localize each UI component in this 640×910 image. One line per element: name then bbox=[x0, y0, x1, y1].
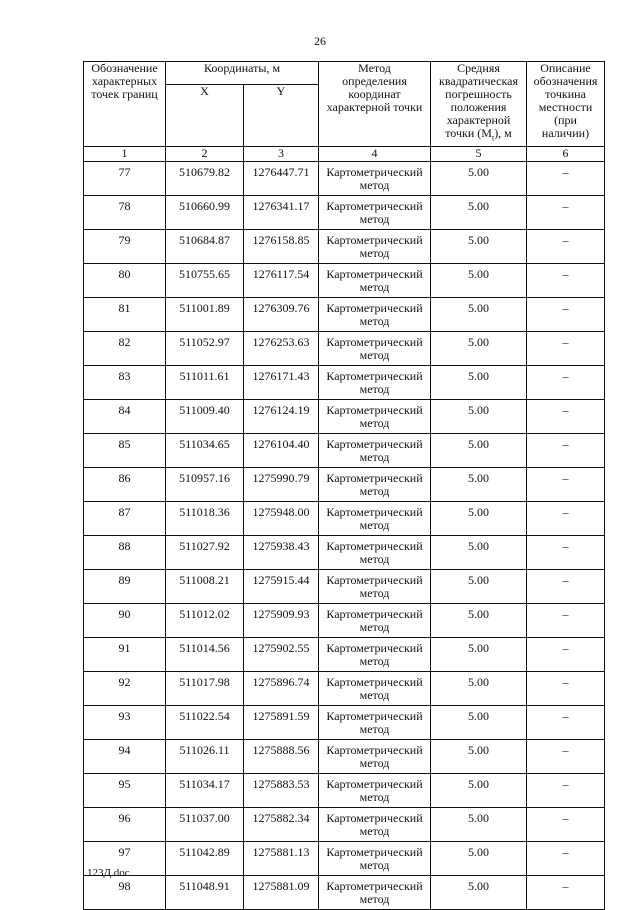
table-row bbox=[84, 842, 605, 876]
point-id-cell: 85 bbox=[84, 434, 166, 468]
point-id-cell: 80 bbox=[84, 264, 166, 298]
header-text-line: (при bbox=[554, 113, 577, 127]
table-row bbox=[84, 876, 605, 910]
x-coordinate-cell: 511034.17 bbox=[166, 774, 244, 808]
error-cell: 5.00 bbox=[431, 400, 527, 434]
error-cell: 5.00 bbox=[431, 808, 527, 842]
method-line: Картометрический bbox=[326, 675, 423, 689]
error-cell: 5.00 bbox=[431, 536, 527, 570]
table-row bbox=[84, 230, 605, 264]
method-line: Картометрический bbox=[326, 845, 423, 859]
error-cell: 5.00 bbox=[431, 264, 527, 298]
method-line: метод bbox=[359, 484, 390, 498]
table-row bbox=[84, 570, 605, 604]
method-line: метод bbox=[359, 824, 390, 838]
method-line: метод bbox=[359, 212, 390, 226]
error-cell: 5.00 bbox=[431, 298, 527, 332]
header-text-line: погрешность bbox=[445, 87, 512, 101]
header-x: X bbox=[166, 85, 244, 147]
x-coordinate-cell: 511018.36 bbox=[166, 502, 244, 536]
table-row bbox=[84, 366, 605, 400]
error-cell: 5.00 bbox=[431, 162, 527, 196]
method-line: Картометрический bbox=[326, 233, 423, 247]
table-row bbox=[84, 162, 605, 196]
x-coordinate-cell: 510679.82 bbox=[166, 162, 244, 196]
description-cell: – bbox=[527, 468, 605, 502]
method-line: метод bbox=[359, 450, 390, 464]
coordinates-table bbox=[83, 61, 605, 910]
y-coordinate-cell: 1275909.93 bbox=[244, 604, 319, 638]
y-coordinate-cell: 1276309.76 bbox=[244, 298, 319, 332]
method-cell bbox=[319, 230, 431, 264]
header-subscript: t bbox=[491, 133, 495, 143]
header-point-designation bbox=[84, 62, 166, 147]
header-text-line: координат bbox=[348, 87, 401, 101]
table-row bbox=[84, 502, 605, 536]
description-cell: – bbox=[527, 570, 605, 604]
method-line: Картометрический bbox=[326, 267, 423, 281]
point-id-cell: 82 bbox=[84, 332, 166, 366]
description-cell: – bbox=[527, 196, 605, 230]
x-coordinate-cell: 510660.99 bbox=[166, 196, 244, 230]
method-line: метод bbox=[359, 518, 390, 532]
table-row bbox=[84, 298, 605, 332]
y-coordinate-cell: 1275881.13 bbox=[244, 842, 319, 876]
error-cell: 5.00 bbox=[431, 468, 527, 502]
x-coordinate-cell: 511011.61 bbox=[166, 366, 244, 400]
point-id-cell: 87 bbox=[84, 502, 166, 536]
x-coordinate-cell: 511034.65 bbox=[166, 434, 244, 468]
point-id-cell: 89 bbox=[84, 570, 166, 604]
method-line: метод bbox=[359, 552, 390, 566]
method-cell bbox=[319, 468, 431, 502]
column-number: 6 bbox=[527, 147, 605, 162]
error-cell: 5.00 bbox=[431, 706, 527, 740]
x-coordinate-cell: 511052.97 bbox=[166, 332, 244, 366]
method-cell bbox=[319, 604, 431, 638]
error-cell: 5.00 bbox=[431, 672, 527, 706]
method-cell bbox=[319, 332, 431, 366]
method-line: Картометрический bbox=[326, 437, 423, 451]
header-method bbox=[319, 62, 431, 147]
y-coordinate-cell: 1275990.79 bbox=[244, 468, 319, 502]
header-coordinates: Координаты, м bbox=[166, 62, 319, 85]
y-coordinate-cell: 1276158.85 bbox=[244, 230, 319, 264]
header-text-line: характерной точки bbox=[326, 100, 423, 114]
method-line: метод bbox=[359, 756, 390, 770]
method-cell bbox=[319, 876, 431, 910]
method-cell bbox=[319, 264, 431, 298]
method-line: метод bbox=[359, 178, 390, 192]
x-coordinate-cell: 511027.92 bbox=[166, 536, 244, 570]
point-id-cell: 77 bbox=[84, 162, 166, 196]
header-text-line: точкина bbox=[545, 87, 586, 101]
method-line: метод bbox=[359, 722, 390, 736]
method-line: метод bbox=[359, 416, 390, 430]
method-line: Картометрический bbox=[326, 369, 423, 383]
method-line: Картометрический bbox=[326, 335, 423, 349]
column-number-row bbox=[84, 147, 605, 162]
point-id-cell: 86 bbox=[84, 468, 166, 502]
y-coordinate-cell: 1275888.56 bbox=[244, 740, 319, 774]
method-line: метод bbox=[359, 280, 390, 294]
method-line: Картометрический bbox=[326, 709, 423, 723]
description-cell: – bbox=[527, 230, 605, 264]
method-line: метод bbox=[359, 654, 390, 668]
table-body bbox=[84, 162, 605, 910]
y-coordinate-cell: 1276124.19 bbox=[244, 400, 319, 434]
method-line: Картометрический bbox=[326, 607, 423, 621]
x-coordinate-cell: 511017.98 bbox=[166, 672, 244, 706]
column-number: 3 bbox=[244, 147, 319, 162]
x-coordinate-cell: 511037.00 bbox=[166, 808, 244, 842]
method-cell bbox=[319, 502, 431, 536]
description-cell: – bbox=[527, 774, 605, 808]
description-cell: – bbox=[527, 672, 605, 706]
method-line: Картометрический bbox=[326, 743, 423, 757]
x-coordinate-cell: 511009.40 bbox=[166, 400, 244, 434]
error-cell: 5.00 bbox=[431, 842, 527, 876]
method-cell bbox=[319, 434, 431, 468]
method-line: метод bbox=[359, 858, 390, 872]
header-text-line: определения bbox=[342, 74, 407, 88]
method-line: метод bbox=[359, 246, 390, 260]
method-line: Картометрический bbox=[326, 165, 423, 179]
description-cell: – bbox=[527, 604, 605, 638]
y-coordinate-cell: 1275948.00 bbox=[244, 502, 319, 536]
point-id-cell: 78 bbox=[84, 196, 166, 230]
method-cell bbox=[319, 774, 431, 808]
error-cell: 5.00 bbox=[431, 502, 527, 536]
point-id-cell: 97 bbox=[84, 842, 166, 876]
y-coordinate-cell: 1276253.63 bbox=[244, 332, 319, 366]
header-text-part: ), м bbox=[494, 126, 512, 140]
header-text-part: точки (M bbox=[445, 126, 492, 140]
method-cell bbox=[319, 638, 431, 672]
x-coordinate-cell: 511008.21 bbox=[166, 570, 244, 604]
table-row bbox=[84, 434, 605, 468]
y-coordinate-cell: 1276104.40 bbox=[244, 434, 319, 468]
method-line: Картометрический bbox=[326, 539, 423, 553]
header-text-line: Средняя bbox=[457, 61, 500, 75]
table-row bbox=[84, 774, 605, 808]
header-text-line: квадратическая bbox=[439, 74, 518, 88]
table-row bbox=[84, 706, 605, 740]
error-cell: 5.00 bbox=[431, 876, 527, 910]
method-line: метод bbox=[359, 790, 390, 804]
x-coordinate-cell: 510755.65 bbox=[166, 264, 244, 298]
error-cell: 5.00 bbox=[431, 196, 527, 230]
table-row bbox=[84, 536, 605, 570]
method-line: метод bbox=[359, 314, 390, 328]
table-row bbox=[84, 672, 605, 706]
x-coordinate-cell: 511012.02 bbox=[166, 604, 244, 638]
header-description bbox=[527, 62, 605, 147]
description-cell: – bbox=[527, 400, 605, 434]
description-cell: – bbox=[527, 876, 605, 910]
method-line: метод bbox=[359, 586, 390, 600]
method-line: метод bbox=[359, 892, 390, 906]
footer-filename: 123Д.doc bbox=[87, 867, 130, 879]
method-line: метод bbox=[359, 382, 390, 396]
table-row bbox=[84, 332, 605, 366]
y-coordinate-cell: 1275882.34 bbox=[244, 808, 319, 842]
table-row bbox=[84, 264, 605, 298]
table-row bbox=[84, 468, 605, 502]
method-cell bbox=[319, 842, 431, 876]
y-coordinate-cell: 1275915.44 bbox=[244, 570, 319, 604]
table-row bbox=[84, 604, 605, 638]
error-cell: 5.00 bbox=[431, 740, 527, 774]
method-cell bbox=[319, 162, 431, 196]
method-cell bbox=[319, 400, 431, 434]
x-coordinate-cell: 511014.56 bbox=[166, 638, 244, 672]
method-cell bbox=[319, 536, 431, 570]
error-cell: 5.00 bbox=[431, 434, 527, 468]
description-cell: – bbox=[527, 298, 605, 332]
method-line: метод bbox=[359, 688, 390, 702]
table-row bbox=[84, 740, 605, 774]
method-cell bbox=[319, 196, 431, 230]
x-coordinate-cell: 510957.16 bbox=[166, 468, 244, 502]
error-cell: 5.00 bbox=[431, 604, 527, 638]
method-line: метод bbox=[359, 620, 390, 634]
error-cell: 5.00 bbox=[431, 638, 527, 672]
description-cell: – bbox=[527, 842, 605, 876]
header-mean-square-error bbox=[431, 62, 527, 147]
point-id-cell: 98 bbox=[84, 876, 166, 910]
method-cell bbox=[319, 706, 431, 740]
column-number: 2 bbox=[166, 147, 244, 162]
method-line: Картометрический bbox=[326, 777, 423, 791]
header-text-line bbox=[431, 127, 526, 144]
y-coordinate-cell: 1275883.53 bbox=[244, 774, 319, 808]
header-text-line: положения bbox=[450, 100, 507, 114]
method-cell bbox=[319, 298, 431, 332]
point-id-cell: 84 bbox=[84, 400, 166, 434]
method-cell bbox=[319, 808, 431, 842]
x-coordinate-cell: 510684.87 bbox=[166, 230, 244, 264]
y-coordinate-cell: 1276171.43 bbox=[244, 366, 319, 400]
method-line: Картометрический bbox=[326, 301, 423, 315]
y-coordinate-cell: 1275891.59 bbox=[244, 706, 319, 740]
y-coordinate-cell: 1276341.17 bbox=[244, 196, 319, 230]
point-id-cell: 94 bbox=[84, 740, 166, 774]
description-cell: – bbox=[527, 502, 605, 536]
table-row bbox=[84, 638, 605, 672]
column-number: 4 bbox=[319, 147, 431, 162]
description-cell: – bbox=[527, 434, 605, 468]
point-id-cell: 95 bbox=[84, 774, 166, 808]
y-coordinate-cell: 1276447.71 bbox=[244, 162, 319, 196]
method-line: Картометрический bbox=[326, 471, 423, 485]
point-id-cell: 92 bbox=[84, 672, 166, 706]
description-cell: – bbox=[527, 740, 605, 774]
description-cell: – bbox=[527, 706, 605, 740]
error-cell: 5.00 bbox=[431, 230, 527, 264]
method-cell bbox=[319, 570, 431, 604]
y-coordinate-cell: 1275881.09 bbox=[244, 876, 319, 910]
point-id-cell: 81 bbox=[84, 298, 166, 332]
description-cell: – bbox=[527, 638, 605, 672]
method-line: Картометрический bbox=[326, 403, 423, 417]
description-cell: – bbox=[527, 536, 605, 570]
page-number: 26 bbox=[314, 34, 326, 48]
method-line: Картометрический bbox=[326, 811, 423, 825]
header-text-line: Описание bbox=[540, 61, 591, 75]
header-y: Y bbox=[244, 85, 319, 147]
point-id-cell: 88 bbox=[84, 536, 166, 570]
error-cell: 5.00 bbox=[431, 366, 527, 400]
x-coordinate-cell: 511022.54 bbox=[166, 706, 244, 740]
y-coordinate-cell: 1275938.43 bbox=[244, 536, 319, 570]
column-number: 5 bbox=[431, 147, 527, 162]
error-cell: 5.00 bbox=[431, 774, 527, 808]
method-line: метод bbox=[359, 348, 390, 362]
x-coordinate-cell: 511048.91 bbox=[166, 876, 244, 910]
x-coordinate-cell: 511026.11 bbox=[166, 740, 244, 774]
table-row bbox=[84, 400, 605, 434]
method-line: Картометрический bbox=[326, 573, 423, 587]
header-text-line: характерных bbox=[91, 74, 158, 88]
header-text-line: наличии) bbox=[541, 126, 590, 140]
x-coordinate-cell: 511042.89 bbox=[166, 842, 244, 876]
method-cell bbox=[319, 740, 431, 774]
description-cell: – bbox=[527, 808, 605, 842]
column-number: 1 bbox=[84, 147, 166, 162]
point-id-cell: 96 bbox=[84, 808, 166, 842]
y-coordinate-cell: 1276117.54 bbox=[244, 264, 319, 298]
error-cell: 5.00 bbox=[431, 332, 527, 366]
description-cell: – bbox=[527, 366, 605, 400]
header-text-line: характерной bbox=[446, 113, 511, 127]
y-coordinate-cell: 1275902.55 bbox=[244, 638, 319, 672]
method-cell bbox=[319, 366, 431, 400]
header-text-line: Обозначение bbox=[91, 61, 158, 75]
point-id-cell: 91 bbox=[84, 638, 166, 672]
point-id-cell: 90 bbox=[84, 604, 166, 638]
method-line: Картометрический bbox=[326, 505, 423, 519]
x-coordinate-cell: 511001.89 bbox=[166, 298, 244, 332]
header-text-line: точек границ bbox=[91, 87, 158, 101]
table-row bbox=[84, 808, 605, 842]
point-id-cell: 79 bbox=[84, 230, 166, 264]
header-text-line: обозначения bbox=[533, 74, 598, 88]
point-id-cell: 93 bbox=[84, 706, 166, 740]
method-line: Картометрический bbox=[326, 641, 423, 655]
header-text-line: местности bbox=[538, 100, 593, 114]
description-cell: – bbox=[527, 332, 605, 366]
method-cell bbox=[319, 672, 431, 706]
header-text-line: Метод bbox=[358, 61, 391, 75]
y-coordinate-cell: 1275896.74 bbox=[244, 672, 319, 706]
table-row bbox=[84, 196, 605, 230]
error-cell: 5.00 bbox=[431, 570, 527, 604]
point-id-cell: 83 bbox=[84, 366, 166, 400]
method-line: Картометрический bbox=[326, 879, 423, 893]
description-cell: – bbox=[527, 264, 605, 298]
method-line: Картометрический bbox=[326, 199, 423, 213]
description-cell: – bbox=[527, 162, 605, 196]
